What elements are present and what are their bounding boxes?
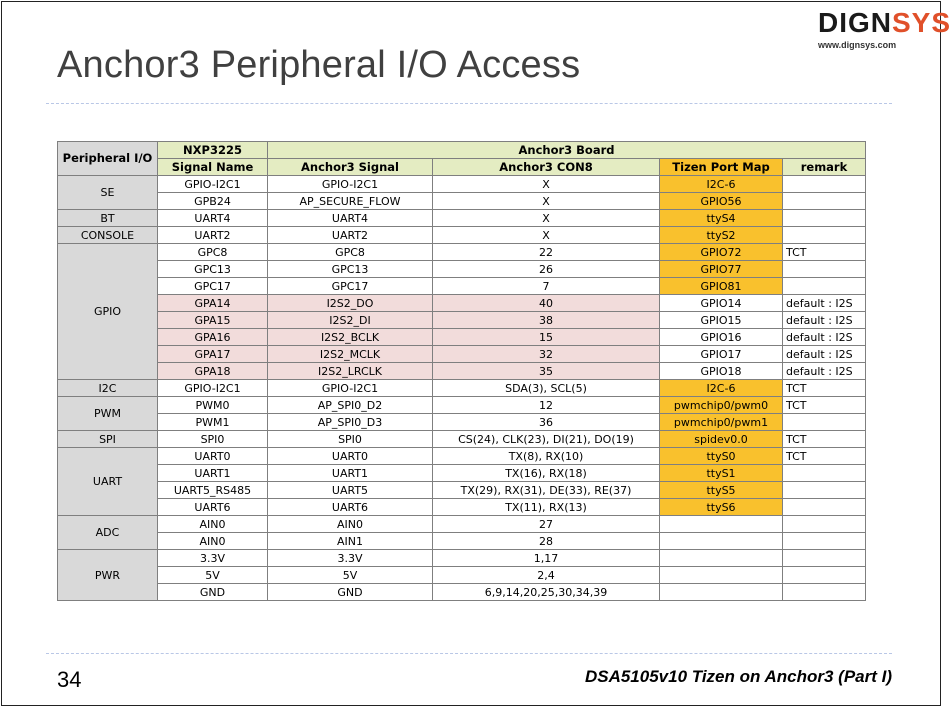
remark-cell — [783, 567, 866, 584]
signal-name-cell: UART5_RS485 — [158, 482, 268, 499]
table-row — [58, 278, 866, 295]
anchor3-signal-cell: UART6 — [268, 499, 433, 516]
table-row — [58, 499, 866, 516]
signal-name-cell: GPA17 — [158, 346, 268, 363]
signal-name-cell: PWM1 — [158, 414, 268, 431]
tizen-port-cell: GPIO18 — [660, 363, 783, 380]
header-tizen-port-map: Tizen Port Map — [660, 159, 783, 176]
signal-name-cell: 3.3V — [158, 550, 268, 567]
anchor3-signal-cell: UART5 — [268, 482, 433, 499]
anchor3-signal-cell: AIN0 — [268, 516, 433, 533]
remark-cell: default : I2S — [783, 295, 866, 312]
con8-pin-cell: TX(16), RX(18) — [433, 465, 660, 482]
tizen-port-cell: spidev0.0 — [660, 431, 783, 448]
header-remark: remark — [783, 159, 866, 176]
tizen-port-cell: ttyS6 — [660, 499, 783, 516]
anchor3-signal-cell: I2S2_BCLK — [268, 329, 433, 346]
remark-cell: default : I2S — [783, 346, 866, 363]
signal-name-cell: 5V — [158, 567, 268, 584]
header-anchor3-con8: Anchor3 CON8 — [433, 159, 660, 176]
con8-pin-cell: 36 — [433, 414, 660, 431]
anchor3-signal-cell: I2S2_MCLK — [268, 346, 433, 363]
remark-cell: TCT — [783, 244, 866, 261]
remark-cell: default : I2S — [783, 312, 866, 329]
anchor3-signal-cell: GPC17 — [268, 278, 433, 295]
tizen-port-cell: pwmchip0/pwm1 — [660, 414, 783, 431]
table-row — [58, 550, 866, 567]
table-row — [58, 465, 866, 482]
remark-cell: TCT — [783, 397, 866, 414]
tizen-port-cell: GPIO15 — [660, 312, 783, 329]
tizen-port-cell: GPIO16 — [660, 329, 783, 346]
con8-pin-cell: TX(8), RX(10) — [433, 448, 660, 465]
tizen-port-cell: I2C-6 — [660, 380, 783, 397]
tizen-port-cell: ttyS5 — [660, 482, 783, 499]
tizen-port-cell — [660, 550, 783, 567]
con8-pin-cell: 27 — [433, 516, 660, 533]
tizen-port-cell: I2C-6 — [660, 176, 783, 193]
remark-cell: TCT — [783, 380, 866, 397]
signal-name-cell: UART6 — [158, 499, 268, 516]
tizen-port-cell — [660, 567, 783, 584]
header-peripheral-io: Peripheral I/O — [58, 142, 158, 176]
signal-name-cell: UART0 — [158, 448, 268, 465]
peripheral-group-cell: PWR — [58, 550, 158, 601]
con8-pin-cell: TX(11), RX(13) — [433, 499, 660, 516]
con8-pin-cell: 40 — [433, 295, 660, 312]
table-row — [58, 227, 866, 244]
table-row — [58, 448, 866, 465]
header-nxp3225: NXP3225 — [158, 142, 268, 159]
table-row — [58, 516, 866, 533]
remark-cell: default : I2S — [783, 363, 866, 380]
remark-cell — [783, 516, 866, 533]
anchor3-signal-cell: 5V — [268, 567, 433, 584]
signal-name-cell: UART1 — [158, 465, 268, 482]
con8-pin-cell: CS(24), CLK(23), DI(21), DO(19) — [433, 431, 660, 448]
con8-pin-cell: 28 — [433, 533, 660, 550]
table-row — [58, 329, 866, 346]
anchor3-signal-cell: GND — [268, 584, 433, 601]
tizen-port-cell: GPIO72 — [660, 244, 783, 261]
signal-name-cell: GPIO-I2C1 — [158, 380, 268, 397]
table-row — [58, 312, 866, 329]
table-row — [58, 210, 866, 227]
con8-pin-cell: 6,9,14,20,25,30,34,39 — [433, 584, 660, 601]
signal-name-cell: GPA15 — [158, 312, 268, 329]
con8-pin-cell: 15 — [433, 329, 660, 346]
table-header-row-2 — [58, 159, 866, 176]
table-row — [58, 482, 866, 499]
tizen-port-cell: GPIO14 — [660, 295, 783, 312]
con8-pin-cell: 12 — [433, 397, 660, 414]
table-row — [58, 414, 866, 431]
table-row — [58, 584, 866, 601]
table-row — [58, 193, 866, 210]
peripheral-group-cell: BT — [58, 210, 158, 227]
anchor3-signal-cell: UART1 — [268, 465, 433, 482]
signal-name-cell: GPB24 — [158, 193, 268, 210]
footer-divider — [46, 653, 892, 654]
remark-cell: TCT — [783, 448, 866, 465]
tizen-port-cell — [660, 584, 783, 601]
header-signal-name: Signal Name — [158, 159, 268, 176]
tizen-port-cell: GPIO56 — [660, 193, 783, 210]
remark-cell — [783, 414, 866, 431]
signal-name-cell: PWM0 — [158, 397, 268, 414]
signal-name-cell: AIN0 — [158, 533, 268, 550]
tizen-port-cell: ttyS4 — [660, 210, 783, 227]
peripheral-group-cell: SPI — [58, 431, 158, 448]
tizen-port-cell: pwmchip0/pwm0 — [660, 397, 783, 414]
con8-pin-cell: 22 — [433, 244, 660, 261]
peripheral-group-cell: CONSOLE — [58, 227, 158, 244]
signal-name-cell: GPC17 — [158, 278, 268, 295]
anchor3-signal-cell: GPIO-I2C1 — [268, 176, 433, 193]
signal-name-cell: UART2 — [158, 227, 268, 244]
con8-pin-cell: 32 — [433, 346, 660, 363]
signal-name-cell: GND — [158, 584, 268, 601]
tizen-port-cell: ttyS2 — [660, 227, 783, 244]
title-divider — [46, 103, 892, 104]
tizen-port-cell: GPIO81 — [660, 278, 783, 295]
logo-name-part2: SYS — [892, 7, 951, 38]
anchor3-signal-cell: 3.3V — [268, 550, 433, 567]
signal-name-cell: AIN0 — [158, 516, 268, 533]
peripheral-group-cell: GPIO — [58, 244, 158, 380]
table-row — [58, 567, 866, 584]
logo-wordmark — [818, 7, 951, 39]
anchor3-signal-cell: AIN1 — [268, 533, 433, 550]
con8-pin-cell: 7 — [433, 278, 660, 295]
remark-cell — [783, 193, 866, 210]
tizen-port-cell: ttyS1 — [660, 465, 783, 482]
table-row — [58, 244, 866, 261]
anchor3-signal-cell: GPC13 — [268, 261, 433, 278]
anchor3-signal-cell: I2S2_LRCLK — [268, 363, 433, 380]
con8-pin-cell: SDA(3), SCL(5) — [433, 380, 660, 397]
signal-name-cell: GPA16 — [158, 329, 268, 346]
remark-cell — [783, 584, 866, 601]
header-anchor3-board: Anchor3 Board — [268, 142, 866, 159]
remark-cell: TCT — [783, 431, 866, 448]
remark-cell — [783, 499, 866, 516]
peripheral-group-cell: PWM — [58, 397, 158, 431]
table-row — [58, 261, 866, 278]
con8-pin-cell: 26 — [433, 261, 660, 278]
tizen-port-cell — [660, 516, 783, 533]
anchor3-signal-cell: I2S2_DO — [268, 295, 433, 312]
anchor3-signal-cell: GPIO-I2C1 — [268, 380, 433, 397]
con8-pin-cell: X — [433, 193, 660, 210]
con8-pin-cell: 2,4 — [433, 567, 660, 584]
signal-name-cell: GPA14 — [158, 295, 268, 312]
table-row — [58, 295, 866, 312]
anchor3-signal-cell: UART4 — [268, 210, 433, 227]
anchor3-signal-cell: I2S2_DI — [268, 312, 433, 329]
peripheral-group-cell: I2C — [58, 380, 158, 397]
logo-name-part1: DIGN — [818, 7, 892, 38]
anchor3-signal-cell: SPI0 — [268, 431, 433, 448]
signal-name-cell: GPA18 — [158, 363, 268, 380]
remark-cell — [783, 261, 866, 278]
anchor3-signal-cell: AP_SPI0_D3 — [268, 414, 433, 431]
signal-name-cell: SPI0 — [158, 431, 268, 448]
table-row — [58, 380, 866, 397]
peripheral-group-cell: SE — [58, 176, 158, 210]
anchor3-signal-cell: AP_SECURE_FLOW — [268, 193, 433, 210]
remark-cell — [783, 482, 866, 499]
con8-pin-cell: X — [433, 210, 660, 227]
header-anchor3-signal: Anchor3 Signal — [268, 159, 433, 176]
table-row — [58, 346, 866, 363]
anchor3-signal-cell: UART0 — [268, 448, 433, 465]
logo-url: www.dignsys.com — [818, 40, 897, 50]
dignsys-logo — [800, 7, 951, 55]
remark-cell — [783, 227, 866, 244]
table-body — [58, 176, 866, 601]
tizen-port-cell — [660, 533, 783, 550]
page-number: 34 — [57, 667, 82, 692]
remark-cell — [783, 465, 866, 482]
slide-title: Anchor3 Peripheral I/O Access — [57, 44, 581, 86]
table-row — [58, 176, 866, 193]
con8-pin-cell: X — [433, 227, 660, 244]
table-header-row-1 — [58, 142, 866, 159]
anchor3-signal-cell: UART2 — [268, 227, 433, 244]
document-title: DSA5105v10 Tizen on Anchor3 (Part I) — [584, 667, 892, 686]
con8-pin-cell: 38 — [433, 312, 660, 329]
con8-pin-cell: TX(29), RX(31), DE(33), RE(37) — [433, 482, 660, 499]
table-row — [58, 533, 866, 550]
tizen-port-cell: ttyS0 — [660, 448, 783, 465]
anchor3-signal-cell: GPC8 — [268, 244, 433, 261]
table-row — [58, 397, 866, 414]
peripheral-io-table — [57, 141, 866, 601]
remark-cell: default : I2S — [783, 329, 866, 346]
remark-cell — [783, 278, 866, 295]
peripheral-group-cell: UART — [58, 448, 158, 516]
tizen-port-cell: GPIO17 — [660, 346, 783, 363]
table-row — [58, 431, 866, 448]
con8-pin-cell: X — [433, 176, 660, 193]
signal-name-cell: GPC8 — [158, 244, 268, 261]
remark-cell — [783, 210, 866, 227]
peripheral-group-cell: ADC — [58, 516, 158, 550]
remark-cell — [783, 533, 866, 550]
remark-cell — [783, 550, 866, 567]
con8-pin-cell: 1,17 — [433, 550, 660, 567]
signal-name-cell: GPC13 — [158, 261, 268, 278]
signal-name-cell: GPIO-I2C1 — [158, 176, 268, 193]
anchor3-signal-cell: AP_SPI0_D2 — [268, 397, 433, 414]
signal-name-cell: UART4 — [158, 210, 268, 227]
remark-cell — [783, 176, 866, 193]
con8-pin-cell: 35 — [433, 363, 660, 380]
tizen-port-cell: GPIO77 — [660, 261, 783, 278]
table-row — [58, 363, 866, 380]
